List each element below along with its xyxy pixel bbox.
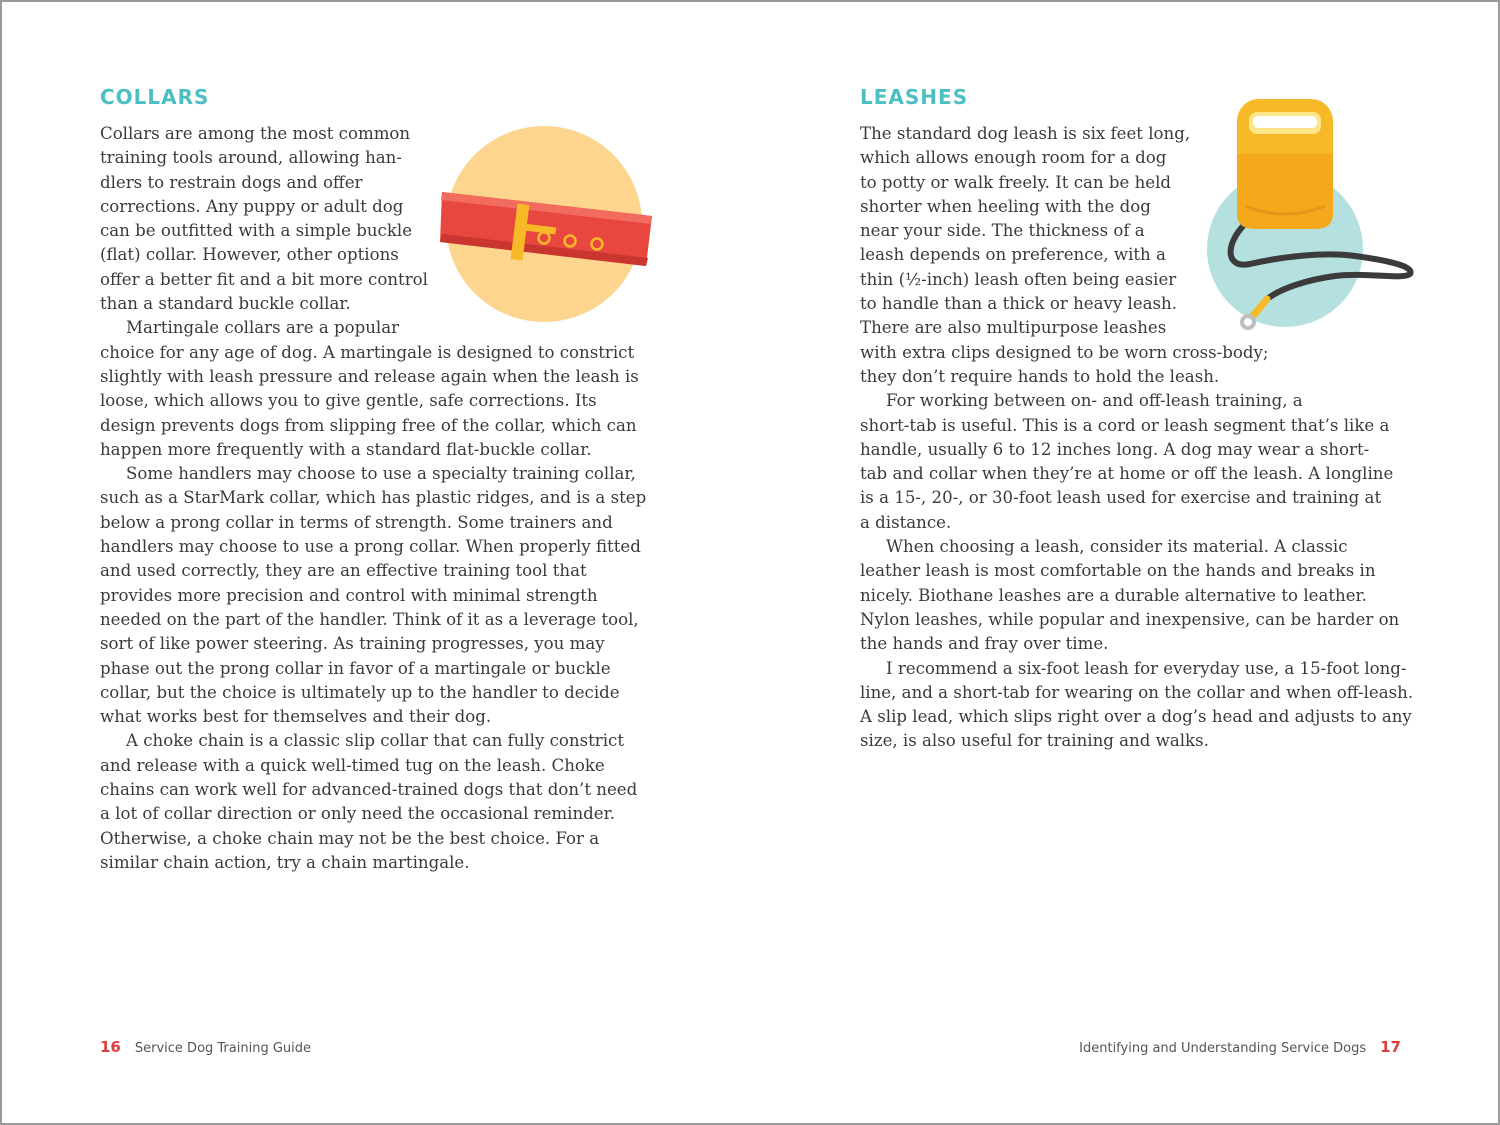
text-line: slightly with leash pressure and release again when the leash is bbox=[100, 366, 639, 386]
text-line: short-tab is useful. This is a cord or leash segment that’s like a bbox=[860, 415, 1390, 435]
text-line: line, and a short-tab for wearing on the collar and when off-leash. bbox=[860, 682, 1414, 702]
text-line: near your side. The thickness of a bbox=[860, 221, 1145, 241]
footer-right bbox=[1079, 1038, 1401, 1056]
paragraph bbox=[860, 389, 1405, 535]
text-line: design prevents dogs from slipping free of the collar, which can bbox=[100, 415, 637, 435]
page-number: 16 bbox=[100, 1038, 121, 1056]
left-page bbox=[100, 2, 645, 1123]
text-line: I recommend a six-foot leash for everyday use, a 15-foot long- bbox=[886, 658, 1407, 678]
text-line: For working between on- and off-leash training, a bbox=[886, 391, 1303, 411]
paragraph bbox=[100, 462, 645, 729]
section-heading-collars: COLLARS bbox=[100, 85, 210, 109]
text-line: leash depends on preference, with a bbox=[860, 245, 1166, 265]
text-line: choice for any age of dog. A martingale is designed to constrict bbox=[100, 342, 635, 362]
text-line: than a standard buckle collar. bbox=[100, 294, 351, 314]
text-line: shorter when heeling with the dog bbox=[860, 196, 1151, 216]
text-line: to handle than a thick or heavy leash. bbox=[860, 294, 1178, 314]
text-line: A slip lead, which slips right over a dog’s head and adjusts to any bbox=[860, 707, 1412, 727]
text-line: tab and collar when they’re at home or off the leash. A longline bbox=[860, 464, 1394, 484]
text-line: thin (½-inch) leash often being easier bbox=[860, 269, 1177, 289]
text-line: sort of like power steering. As training progresses, you may bbox=[100, 634, 605, 654]
text-line: with extra clips designed to be worn cross-body; bbox=[860, 342, 1269, 362]
text-line: offer a better fit and a bit more control bbox=[100, 269, 428, 289]
text-line: happen more frequently with a standard flat-buckle collar. bbox=[100, 439, 592, 459]
text-line: leather leash is most comfortable on the hands and breaks in bbox=[860, 561, 1376, 581]
right-page bbox=[860, 2, 1414, 1123]
text-line: chains can work well for advanced-trained dogs that don’t need bbox=[100, 780, 638, 800]
text-line: to potty or walk freely. It can be held bbox=[860, 172, 1172, 192]
text-line: Nylon leashes, while popular and inexpensive, can be harder on bbox=[860, 609, 1400, 629]
text-line: can be outfitted with a simple buckle bbox=[100, 221, 413, 241]
paragraph bbox=[100, 122, 645, 316]
paragraph bbox=[860, 122, 1405, 389]
text-line: they don’t require hands to hold the leash. bbox=[860, 366, 1220, 386]
text-line: Otherwise, a choke chain may not be the best choice. For a bbox=[100, 828, 600, 848]
page-number: 17 bbox=[1380, 1038, 1401, 1056]
running-title: Identifying and Understanding Service Dogs bbox=[1079, 1041, 1367, 1056]
text-line: below a prong collar in terms of strength. Some trainers and bbox=[100, 512, 613, 532]
text-line: such as a StarMark collar, which has plastic ridges, and is a step bbox=[100, 488, 647, 508]
text-line: handlers may choose to use a prong collar. When properly fitted bbox=[100, 537, 641, 557]
paragraph bbox=[860, 657, 1414, 754]
text-line: what works best for themselves and their dog. bbox=[100, 707, 492, 727]
text-line: is a 15-, 20-, or 30-foot leash used for exercise and training at bbox=[860, 488, 1382, 508]
text-line: The standard dog leash is six feet long, bbox=[860, 124, 1191, 143]
text-line: A choke chain is a classic slip collar that can fully constrict bbox=[126, 731, 624, 751]
leashes-body-text bbox=[860, 122, 1414, 754]
paragraph bbox=[860, 535, 1405, 656]
text-line: similar chain action, try a chain martingale. bbox=[100, 852, 470, 872]
text-line: phase out the prong collar in favor of a martingale or buckle bbox=[100, 658, 611, 678]
text-line: nicely. Biothane leashes are a durable alternative to leather. bbox=[860, 585, 1367, 605]
footer-left bbox=[100, 1038, 311, 1056]
text-line: (flat) collar. However, other options bbox=[100, 245, 399, 265]
section-heading-leashes: LEASHES bbox=[860, 85, 969, 109]
text-line: which allows enough room for a dog bbox=[860, 148, 1167, 168]
text-line: dlers to restrain dogs and offer bbox=[100, 172, 363, 192]
text-line: training tools around, allowing han- bbox=[100, 148, 402, 168]
text-line: When choosing a leash, consider its material. A classic bbox=[886, 537, 1348, 557]
text-line: loose, which allows you to give gentle, safe corrections. Its bbox=[100, 391, 597, 411]
text-line: handle, usually 6 to 12 inches long. A dog may wear a short- bbox=[860, 439, 1370, 459]
text-line: and release with a quick well-timed tug on the leash. Choke bbox=[100, 755, 605, 775]
text-line: a lot of collar direction or only need the occasional reminder. bbox=[100, 804, 615, 824]
text-line: size, is also useful for training and walks. bbox=[860, 731, 1209, 751]
collars-body-text bbox=[100, 122, 645, 875]
text-line: corrections. Any puppy or adult dog bbox=[100, 196, 404, 216]
text-line: There are also multipurpose leashes bbox=[860, 318, 1167, 338]
text-line: Martingale collars are a popular bbox=[126, 318, 400, 338]
text-line: provides more precision and control with minimal strength bbox=[100, 585, 598, 605]
running-title: Service Dog Training Guide bbox=[134, 1041, 312, 1056]
text-line: collar, but the choice is ultimately up to the handler to decide bbox=[100, 682, 620, 702]
text-line: Some handlers may choose to use a specialty training collar, bbox=[126, 464, 636, 484]
paragraph bbox=[100, 729, 645, 875]
paragraph bbox=[100, 316, 645, 462]
text-line: needed on the part of the handler. Think of it as a leverage tool, bbox=[100, 609, 639, 629]
text-line: a distance. bbox=[860, 512, 952, 532]
text-line: and used correctly, they are an effective training tool that bbox=[100, 561, 587, 581]
text-line: Collars are among the most common bbox=[100, 124, 411, 143]
text-line: the hands and fray over time. bbox=[860, 634, 1109, 654]
